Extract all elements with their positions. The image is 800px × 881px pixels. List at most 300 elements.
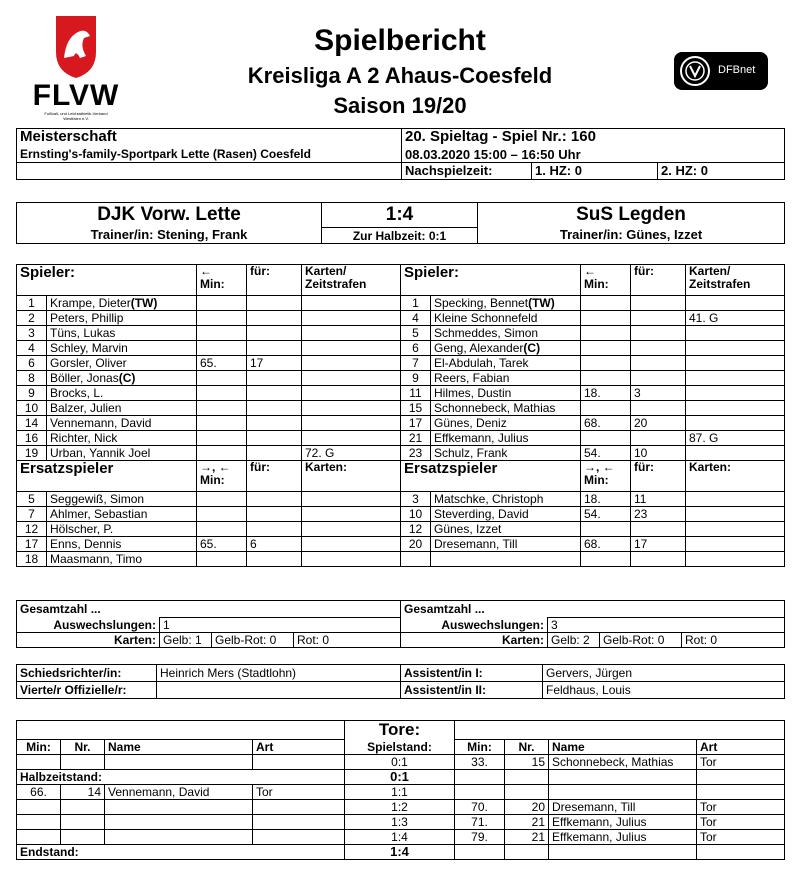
home-player-name xyxy=(47,356,197,371)
player-name-text: Peters, Phillip xyxy=(50,311,124,325)
away-goal-number: 15 xyxy=(505,755,549,770)
home-subs-header: Ersatzspieler xyxy=(17,461,197,492)
away-player-sub-for xyxy=(631,296,686,311)
goal-score: 1:3 xyxy=(345,815,455,830)
table-row xyxy=(17,311,785,326)
home-goal-scorer xyxy=(105,755,253,770)
home-players-header: Spieler: xyxy=(17,265,197,296)
home-player-name xyxy=(47,507,197,522)
goals-table xyxy=(16,720,785,860)
away-player-sub-minute xyxy=(581,311,631,326)
player-name-text: Ahlmer, Sebastian xyxy=(50,507,148,521)
arrow-icon: →, ← xyxy=(200,460,231,474)
away-player-sub-minute: 68. xyxy=(581,416,631,431)
matchday: 20. Spieltag - Spiel Nr.: 160 xyxy=(402,129,785,148)
away-player-name xyxy=(431,296,581,311)
away-goal-type xyxy=(697,770,785,785)
home-player-name xyxy=(47,431,197,446)
min-label: Min: xyxy=(584,277,609,291)
away-player-number: 15 xyxy=(401,401,431,416)
away-player-card xyxy=(686,371,785,386)
player-name-text: Schley, Marvin xyxy=(50,341,128,355)
away-goal-scorer xyxy=(549,785,697,800)
home-goal-number xyxy=(61,815,105,830)
final-score: 1:4 xyxy=(322,203,478,228)
home-player-name xyxy=(47,326,197,341)
away-player-sub-minute xyxy=(581,296,631,311)
home-player-sub-minute xyxy=(197,401,247,416)
away-subs-count: 3 xyxy=(548,618,785,633)
away-player-sub-for xyxy=(631,401,686,416)
away-player-sub-minute xyxy=(581,326,631,341)
away-subs-header: Ersatzspieler xyxy=(401,461,581,492)
home-player-number: 6 xyxy=(17,356,47,371)
away-player-number: 12 xyxy=(401,522,431,537)
home-player-number: 7 xyxy=(17,507,47,522)
home-goal-type xyxy=(253,755,345,770)
goal-score: 1:4 xyxy=(345,830,455,845)
away-player-name xyxy=(431,416,581,431)
home-for-header: für: xyxy=(247,265,302,296)
away-for-header: für: xyxy=(631,461,686,492)
home-player-sub-minute xyxy=(197,431,247,446)
venue: Ernsting's-family-Sportpark Lette (Rasen) Coesfeld xyxy=(17,147,402,163)
away-player-card xyxy=(686,386,785,401)
min-label: Min: xyxy=(200,473,225,487)
goal-stage-label: Endstand: xyxy=(17,845,345,860)
away-player-card xyxy=(686,341,785,356)
away-player-number: 23 xyxy=(401,446,431,461)
home-player-name xyxy=(47,522,197,537)
away-player-sub-minute xyxy=(581,552,631,567)
player-name-text: Gorsler, Oliver xyxy=(50,356,127,370)
away-player-number: 9 xyxy=(401,371,431,386)
away-player-number: 3 xyxy=(401,492,431,507)
player-name-text: Brocks, L. xyxy=(50,386,104,400)
away-goal-type: Tor xyxy=(697,800,785,815)
player-name-text: Tüns, Lukas xyxy=(50,326,116,340)
away-goal-scorer: Effkemann, Julius xyxy=(549,815,697,830)
away-player-name xyxy=(431,507,581,522)
away-goal-type: Tor xyxy=(697,830,785,845)
home-player-sub-minute xyxy=(197,416,247,431)
away-player-name xyxy=(431,446,581,461)
home-player-card xyxy=(302,311,401,326)
away-goal-nr-header: Nr. xyxy=(505,740,549,755)
away-goal-scorer xyxy=(549,845,697,860)
flvw-horse-icon xyxy=(26,12,126,82)
home-player-card: 72. G xyxy=(302,446,401,461)
home-player-card xyxy=(302,386,401,401)
page-title: Spielbericht xyxy=(314,24,486,57)
assistant1-name: Gervers, Jürgen xyxy=(543,665,785,682)
player-role-tag: (C) xyxy=(523,341,541,355)
home-player-sub-for xyxy=(247,401,302,416)
away-player-sub-for xyxy=(631,522,686,537)
home-player-number: 10 xyxy=(17,401,47,416)
home-player-sub-minute xyxy=(197,341,247,356)
home-goal-type xyxy=(253,800,345,815)
player-name-text: Günes, Izzet xyxy=(434,522,502,536)
away-player-name xyxy=(431,371,581,386)
away-player-number: 4 xyxy=(401,311,431,326)
away-player-sub-for: 10 xyxy=(631,446,686,461)
table-row xyxy=(17,401,785,416)
home-player-number: 1 xyxy=(17,296,47,311)
home-player-sub-minute xyxy=(197,507,247,522)
home-player-sub-for xyxy=(247,371,302,386)
away-player-card xyxy=(686,537,785,552)
goal-score: 1:1 xyxy=(345,785,455,800)
home-goal-minute: 66. xyxy=(17,785,61,800)
home-player-sub-minute xyxy=(197,386,247,401)
home-player-name xyxy=(47,311,197,326)
player-name-text: Maasmann, Timo xyxy=(50,552,143,566)
away-goal-scorer: Effkemann, Julius xyxy=(549,830,697,845)
home-goal-nr-header: Nr. xyxy=(61,740,105,755)
away-player-sub-minute: 54. xyxy=(581,446,631,461)
arrow-icon: ← xyxy=(584,264,596,278)
home-player-number: 2 xyxy=(17,311,47,326)
home-player-sub-minute xyxy=(197,296,247,311)
home-player-card xyxy=(302,356,401,371)
extra-time-first-half: 1. HZ: 0 xyxy=(532,163,658,180)
away-coach: Trainer/in: Günes, Izzet xyxy=(478,228,785,244)
home-red-cards: Rot: 0 xyxy=(294,633,401,648)
away-player-number: 11 xyxy=(401,386,431,401)
player-name-text: Enns, Dennis xyxy=(50,537,122,551)
away-player-number: 5 xyxy=(401,326,431,341)
home-subs-label: Auswechslungen: xyxy=(17,618,160,633)
table-row xyxy=(17,356,785,371)
away-player-name xyxy=(431,311,581,326)
fourth-official-label: Vierte/r Offizielle/r: xyxy=(17,682,157,699)
away-player-card xyxy=(686,296,785,311)
home-goal-min-header: Min: xyxy=(17,740,61,755)
away-player-sub-for xyxy=(631,311,686,326)
penalties-label: Zeitstrafen xyxy=(689,277,751,291)
home-player-sub-for xyxy=(247,552,302,567)
away-cards-header: Karten: xyxy=(686,461,785,492)
goal-row xyxy=(17,845,785,860)
home-player-card xyxy=(302,341,401,356)
away-yellow-red-cards: Gelb-Rot: 0 xyxy=(600,633,682,648)
home-goal-type: Tor xyxy=(253,785,345,800)
away-player-name xyxy=(431,522,581,537)
home-player-name xyxy=(47,386,197,401)
player-name-text: Hilmes, Dustin xyxy=(434,386,512,400)
away-goal-number: 21 xyxy=(505,830,549,845)
home-player-name xyxy=(47,537,197,552)
player-name-text: Urban, Yannik Joel xyxy=(50,446,151,460)
assistant2-name: Feldhaus, Louis xyxy=(543,682,785,699)
match-info-table xyxy=(16,128,785,180)
player-name-text: Böller, Jonas xyxy=(50,371,119,385)
home-player-sub-for xyxy=(247,431,302,446)
away-goal-min-header: Min: xyxy=(455,740,505,755)
away-goal-scorer: Dresemann, Till xyxy=(549,800,697,815)
dfb-emblem-icon xyxy=(678,54,712,88)
table-row xyxy=(17,416,785,431)
away-goal-type xyxy=(697,785,785,800)
home-goal-number xyxy=(61,755,105,770)
home-player-number: 3 xyxy=(17,326,47,341)
home-player-name xyxy=(47,296,197,311)
home-goal-minute xyxy=(17,800,61,815)
away-player-card xyxy=(686,416,785,431)
dfbnet-logo xyxy=(674,52,768,90)
away-player-name xyxy=(431,401,581,416)
player-name-text: Balzer, Julien xyxy=(50,401,122,415)
player-role-tag: (TW) xyxy=(528,296,555,310)
table-row xyxy=(17,296,785,311)
player-name-text: Günes, Deniz xyxy=(434,416,507,430)
home-player-sub-for xyxy=(247,386,302,401)
home-yellow-cards: Gelb: 1 xyxy=(160,633,212,648)
home-min-header xyxy=(197,461,247,492)
away-player-number: 1 xyxy=(401,296,431,311)
home-goal-minute xyxy=(17,815,61,830)
home-goal-number: 14 xyxy=(61,785,105,800)
away-goal-minute: 70. xyxy=(455,800,505,815)
goal-score: 1:2 xyxy=(345,800,455,815)
away-player-card: 87. G xyxy=(686,431,785,446)
away-player-sub-minute xyxy=(581,356,631,371)
away-goal-scorer: Schonnebeck, Mathias xyxy=(549,755,697,770)
away-for-header: für: xyxy=(631,265,686,296)
away-subs-label: Auswechslungen: xyxy=(401,618,548,633)
extra-time-label: Nachspielzeit: xyxy=(402,163,532,180)
player-name-text: Steverding, David xyxy=(434,507,529,521)
table-row xyxy=(17,431,785,446)
away-player-sub-minute: 18. xyxy=(581,492,631,507)
flvw-logo-text: FLVW xyxy=(32,79,120,112)
home-player-sub-minute xyxy=(197,552,247,567)
home-player-card xyxy=(302,296,401,311)
home-goal-scorer xyxy=(105,830,253,845)
home-player-sub-for xyxy=(247,446,302,461)
home-team-name: DJK Vorw. Lette xyxy=(17,203,322,228)
goal-score: 0:1 xyxy=(345,755,455,770)
goal-stage-label: Halbzeitstand: xyxy=(17,770,345,785)
player-name-text: Matschke, Christoph xyxy=(434,492,544,506)
competition: Meisterschaft xyxy=(17,129,402,148)
player-name-text: Schmeddes, Simon xyxy=(434,326,539,340)
home-player-sub-for xyxy=(247,507,302,522)
away-goal-name-header: Name xyxy=(549,740,697,755)
flvw-logo-subtitle: Fußball- und Leichtathletik-Verband Westfalen e.V. xyxy=(44,111,108,121)
table-row xyxy=(17,552,785,567)
cards-label: Karten/ xyxy=(689,264,731,278)
home-player-number: 8 xyxy=(17,371,47,386)
away-player-sub-minute xyxy=(581,431,631,446)
home-player-sub-minute xyxy=(197,326,247,341)
arrow-icon: →, ← xyxy=(584,460,615,474)
home-player-name xyxy=(47,401,197,416)
home-player-sub-minute: 65. xyxy=(197,537,247,552)
away-goal-minute xyxy=(455,785,505,800)
away-cards-label: Karten: xyxy=(401,633,548,648)
home-goal-number xyxy=(61,800,105,815)
home-goal-scorer xyxy=(105,815,253,830)
league-title: Kreisliga A 2 Ahaus-Coesfeld xyxy=(247,63,553,88)
home-goal-scorer xyxy=(105,800,253,815)
away-player-name xyxy=(431,537,581,552)
away-min-header xyxy=(581,265,631,296)
away-goal-minute: 71. xyxy=(455,815,505,830)
home-player-number: 14 xyxy=(17,416,47,431)
away-player-sub-minute xyxy=(581,341,631,356)
away-player-name xyxy=(431,552,581,567)
away-player-sub-for xyxy=(631,431,686,446)
away-player-card xyxy=(686,507,785,522)
away-player-sub-minute: 68. xyxy=(581,537,631,552)
away-min-header xyxy=(581,461,631,492)
match-datetime: 08.03.2020 15:00 – 16:50 Uhr xyxy=(402,147,785,163)
home-yellow-red-cards: Gelb-Rot: 0 xyxy=(212,633,294,648)
goal-score: 0:1 xyxy=(345,770,455,785)
home-goal-type xyxy=(253,830,345,845)
home-player-sub-minute xyxy=(197,446,247,461)
away-player-sub-minute xyxy=(581,401,631,416)
player-role-tag: (C) xyxy=(118,371,136,385)
goal-row xyxy=(17,755,785,770)
away-player-number: 17 xyxy=(401,416,431,431)
player-name-text: Richter, Nick xyxy=(50,431,118,445)
home-coach: Trainer/in: Stening, Frank xyxy=(17,228,322,244)
home-player-card xyxy=(302,537,401,552)
away-goal-type-header: Art xyxy=(697,740,785,755)
home-goal-minute xyxy=(17,830,61,845)
table-row xyxy=(17,537,785,552)
home-player-name xyxy=(47,416,197,431)
home-player-number: 5 xyxy=(17,492,47,507)
goal-row xyxy=(17,770,785,785)
away-player-card xyxy=(686,552,785,567)
away-player-sub-for: 17 xyxy=(631,537,686,552)
min-label: Min: xyxy=(584,473,609,487)
away-player-sub-minute: 54. xyxy=(581,507,631,522)
home-player-card xyxy=(302,401,401,416)
home-player-sub-for xyxy=(247,492,302,507)
halftime-score: Zur Halbzeit: 0:1 xyxy=(322,228,478,244)
away-player-sub-minute: 18. xyxy=(581,386,631,401)
home-player-number: 17 xyxy=(17,537,47,552)
player-name-text: Schulz, Frank xyxy=(434,446,508,460)
away-goal-number: 20 xyxy=(505,800,549,815)
home-goal-name-header: Name xyxy=(105,740,253,755)
away-player-sub-for: 23 xyxy=(631,507,686,522)
away-yellow-cards: Gelb: 2 xyxy=(548,633,600,648)
away-player-sub-for: 20 xyxy=(631,416,686,431)
away-goal-number: 21 xyxy=(505,815,549,830)
away-player-name xyxy=(431,341,581,356)
player-name-text: Hölscher, P. xyxy=(50,522,114,536)
home-player-sub-minute xyxy=(197,492,247,507)
home-cards-header xyxy=(302,265,401,296)
home-player-number: 12 xyxy=(17,522,47,537)
home-player-sub-minute xyxy=(197,522,247,537)
goal-row xyxy=(17,830,785,845)
table-row xyxy=(17,386,785,401)
away-goal-minute: 79. xyxy=(455,830,505,845)
home-cards-header: Karten: xyxy=(302,461,401,492)
home-player-name xyxy=(47,552,197,567)
cards-label: Karten/ xyxy=(305,264,347,278)
away-player-name xyxy=(431,386,581,401)
home-player-number: 4 xyxy=(17,341,47,356)
home-player-number: 19 xyxy=(17,446,47,461)
assistant1-label: Assistent/in I: xyxy=(401,665,543,682)
table-row xyxy=(17,492,785,507)
goal-row xyxy=(17,815,785,830)
totals-table xyxy=(16,600,785,648)
table-row xyxy=(17,326,785,341)
away-goal-type: Tor xyxy=(697,815,785,830)
arrow-icon: ← xyxy=(200,264,212,278)
away-player-number: 20 xyxy=(401,537,431,552)
away-players-header: Spieler: xyxy=(401,265,581,296)
away-team-name: SuS Legden xyxy=(478,203,785,228)
away-player-card xyxy=(686,492,785,507)
dfbnet-logo-text: DFBnet xyxy=(718,64,756,76)
away-goal-minute xyxy=(455,845,505,860)
table-row xyxy=(17,341,785,356)
player-name-text: El-Abdulah, Tarek xyxy=(434,356,529,370)
away-player-name xyxy=(431,492,581,507)
home-player-sub-for: 17 xyxy=(247,356,302,371)
goal-row xyxy=(17,785,785,800)
away-player-number: 6 xyxy=(401,341,431,356)
away-player-name xyxy=(431,431,581,446)
home-player-number: 16 xyxy=(17,431,47,446)
away-player-card xyxy=(686,326,785,341)
away-goal-type: Tor xyxy=(697,755,785,770)
home-goal-type xyxy=(253,815,345,830)
away-player-number: 10 xyxy=(401,507,431,522)
player-role-tag: (TW) xyxy=(130,296,158,310)
home-player-sub-for xyxy=(247,296,302,311)
away-player-card xyxy=(686,356,785,371)
home-player-card xyxy=(302,371,401,386)
home-for-header: für: xyxy=(247,461,302,492)
away-red-cards: Rot: 0 xyxy=(682,633,785,648)
table-row xyxy=(17,522,785,537)
player-name-text: Effkemann, Julius xyxy=(434,431,529,445)
referee-name: Heinrich Mers (Stadtlohn) xyxy=(157,665,401,682)
season-title: Saison 19/20 xyxy=(333,93,467,118)
home-goal-number xyxy=(61,830,105,845)
player-name-text: Schonnebeck, Mathias xyxy=(434,401,556,415)
away-player-sub-minute xyxy=(581,522,631,537)
home-player-name xyxy=(47,371,197,386)
away-player-card xyxy=(686,401,785,416)
away-player-name xyxy=(431,356,581,371)
player-name-text: Geng, Alexander xyxy=(434,341,524,355)
player-name-text: Specking, Bennet xyxy=(434,296,529,310)
away-player-number: 21 xyxy=(401,431,431,446)
home-player-sub-for xyxy=(247,341,302,356)
away-player-sub-for xyxy=(631,552,686,567)
home-goal-minute xyxy=(17,755,61,770)
flvw-logo xyxy=(26,12,126,120)
away-cards-header xyxy=(686,265,785,296)
player-name-text: Dresemann, Till xyxy=(434,537,518,551)
home-player-name xyxy=(47,492,197,507)
away-goal-number xyxy=(505,770,549,785)
away-goal-type xyxy=(697,845,785,860)
home-totals-label: Gesamtzahl ... xyxy=(17,601,401,618)
